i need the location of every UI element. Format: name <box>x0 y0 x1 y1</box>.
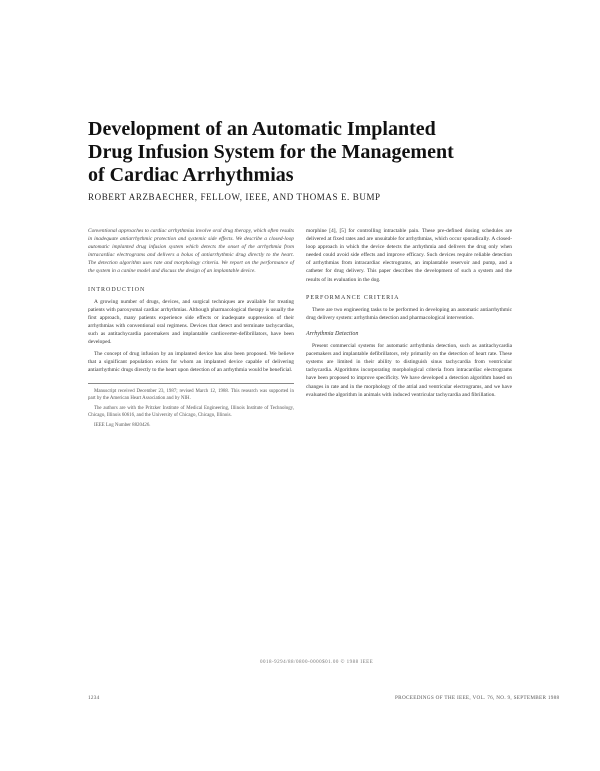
body-paragraph: There are two engineering tasks to be performed in developing an automatic antiarrhythmic drug delivery system: arrhythmia detection and pharmacological intervention. <box>306 306 512 321</box>
title-line-3: of Cardiac Arrhythmias <box>88 164 294 186</box>
body-paragraph: Present commercial systems for automatic arrhythmia detection, such as antitachycardia pacemakers and implantable defibrillators, rely primarily on the detection of heart rate. These systems are limited in their ability to distinguish sinus tachycardia from ventricular tachycardia. Algorithms incorporating morphological criteria from intracardiac electrograms have been proposed to improve specificity. We have developed a detection algorithm based on changes in rate and in the morphology of the atrial and ventricular electrograms, and we have evaluated the algorithm in animals with induced ventricular tachycardia and fibrillation. <box>306 343 512 398</box>
subheading-arrhythmia-detection: Arrhythmia Detection <box>306 330 359 337</box>
footnote-paragraph: IEEE Log Number 8820426. <box>94 422 151 428</box>
footnote-paragraph: Manuscript received December 23, 1987; revised March 12, 1988. This research was supported in part by the American Heart Association and by NIH. <box>88 388 294 401</box>
footnote <box>88 383 294 430</box>
author-line: ROBERT ARZBAECHER, FELLOW, IEEE, AND THOMAS E. BUMP <box>88 192 381 202</box>
page-number: 1234 <box>88 695 100 701</box>
body-paragraph: morphine [4], [5] for controlling intractable pain. These pre-defined dosing schedules are delivered at fixed rates and are unsuitable for arrhythmias, which occur sporadically. A closed-loop approach in which the device detects the arrhythmia and delivers the drug only when needed could avoid side effects and improve efficacy. Such devices require reliable detection of arrhythmias from intracardiac electrograms, an implantable reservoir and pump, and a catheter for drug delivery. This paper describes the development of such a system and the results of its evaluation in the dog. <box>306 228 512 283</box>
title-line-2: Drug Infusion System for the Management <box>88 141 454 163</box>
abstract: Conventional approaches to cardiac arrhythmias involve oral drug therapy, which often results in inadequate antiarrhythmic protection and systemic side effects. We describe a closed-loop automatic implanted drug infusion system which detects the onset of the arrhythmia from intracardiac electrograms and delivers a bolus of antiarrhythmic drug directly to the heart. The detection algorithm uses rate and morphology criteria. We report on the performance of the system in a canine model and discuss the design of an implantable device. <box>88 228 294 275</box>
title-line-1: Development of an Automatic Implanted <box>88 118 436 140</box>
section-heading-performance: PERFORMANCE CRITERIA <box>306 294 400 301</box>
journal-footer: PROCEEDINGS OF THE IEEE, VOL. 76, NO. 9, SEPTEMBER 1988 <box>395 695 560 701</box>
right-column <box>306 227 512 403</box>
left-column <box>88 227 294 431</box>
copyright-line: 0018-9294/88/0800-0000$01.00 © 1988 IEEE <box>260 660 374 665</box>
intro-paragraph: A growing number of drugs, devices, and surgical techniques are available for treating patients with paroxysmal cardiac arrhythmias. Although pharmacological therapy is usually the first approach, many patients experience side effects or inadequate suppression of their arrhythmias with conventional oral regimens. Devices that detect and terminate tachycardias, such as antitachycardia pacemakers and implantable cardioverter-defibrillators, have been developed. <box>88 298 294 346</box>
paper-title <box>88 118 548 187</box>
footnote-paragraph: The authors are with the Pritzker Institute of Medical Engineering, Illinois Institute of Technology, Chicago, Illinois 60616, and the University of Chicago, Chicago, Illinois. <box>88 405 294 418</box>
section-heading-introduction: INTRODUCTION <box>88 286 146 293</box>
intro-paragraph: The concept of drug infusion by an implanted device has also been proposed. We believe that a significant population exists for whom an implanted device capable of delivering antiarrhythmic drugs directly to the heart upon detection of an arrhythmia would be beneficial. <box>88 351 294 374</box>
